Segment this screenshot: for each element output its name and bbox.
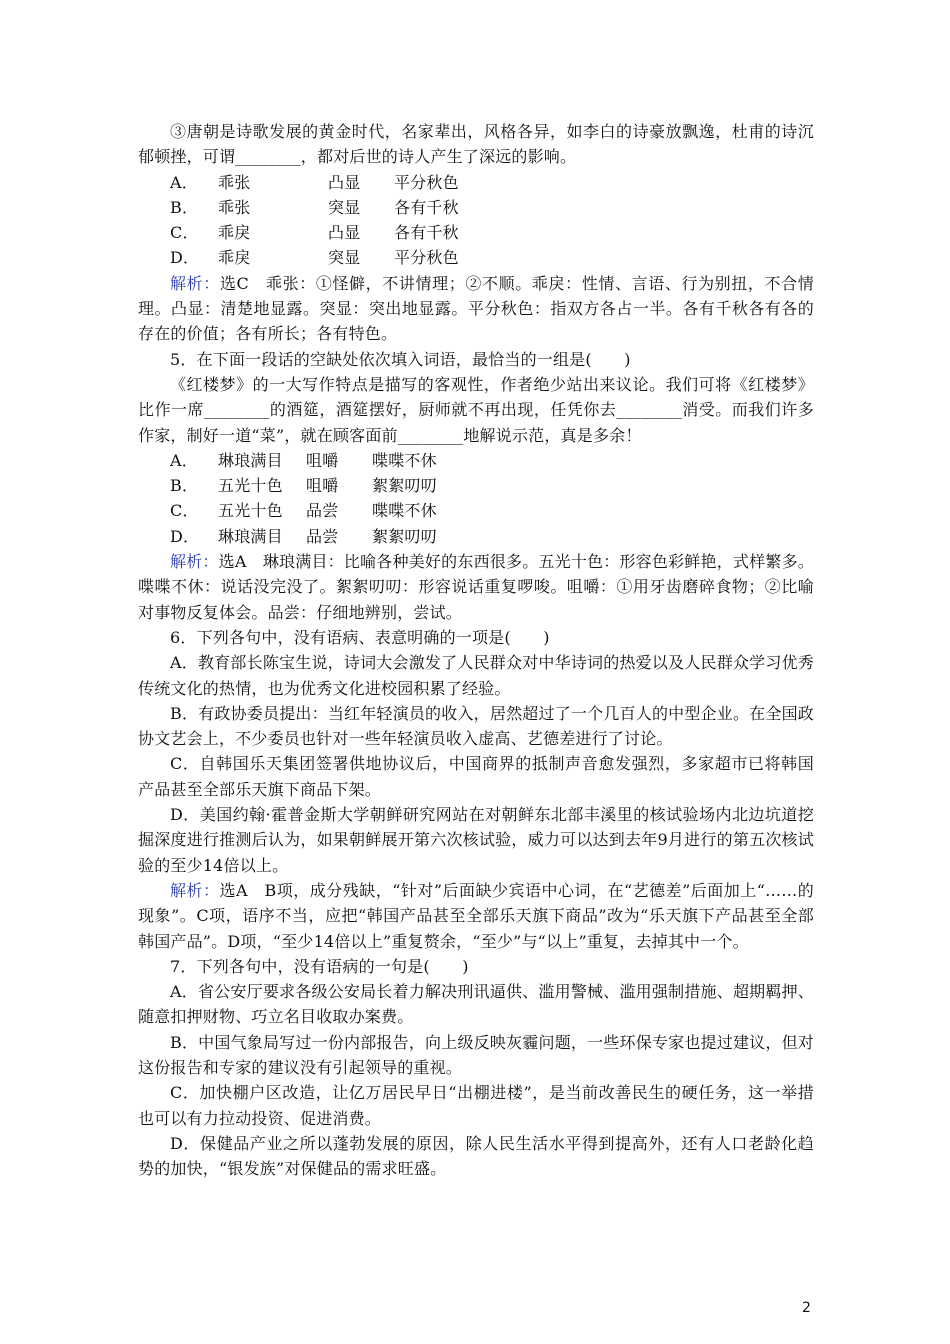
q7-stem: 7．下列各句中，没有语病的一句是( ) [170,956,469,976]
page-content [138,119,814,1181]
q4-option-a: A． 乖张 凸显 平分秋色 [170,172,459,192]
q7-option-a: A．省公安厅要求各级公安局长着力解决刑讯逼供、滥用警械、滥用强制措施、超期羁押、随意扣押财物、巧立名目收取办案费。 [138,982,814,1027]
q7-option-b: B．中国气象局写过一份内部报告，向上级反映灰霾问题，一些环保专家也提过建议，但对这份报告和专家的建议没有引起领导的重视。 [138,1032,814,1077]
page-number: 2 [802,1300,811,1316]
analysis-label: 解析： [170,880,220,900]
q5-option-d: D． 琳琅满目 品尝 絮絮叨叨 [170,526,437,546]
q5-stem: 5．在下面一段话的空缺处依次填入词语，最恰当的一组是( ) [170,349,631,369]
q6-option-b: B．有政协委员提出：当红年轻演员的收入，居然超过了一个几百人的中型企业。在全国政协文艺会上，不少委员也针对一些年轻演员收入虚高、艺德差进行了讨论。 [138,703,814,749]
analysis-label: 解析： [170,273,220,293]
q4-option-c: C． 乖戾 凸显 各有千秋 [170,223,459,243]
q4-analysis: 解析：选C 乖张：①怪僻，不讲情理；②不顺。乖戾：性情、言语、行为别扭，不合情理。凸显：清楚地显露。突显：突出地显露。平分秋色：指双方各占一半。各有千秋各有各的存在的价值；各有所长；各有特色。 [138,273,814,344]
q4-option-d: D． 乖戾 突显 平分秋色 [170,248,459,268]
q5-option-b: B． 五光十色 咀嚼 絮絮叨叨 [170,476,437,496]
q7-option-c: C．加快棚户区改造，让亿万居民早日“出棚进楼”，是当前改善民生的硬任务，这一举措也可以有力拉动投资、促进消费。 [138,1083,814,1128]
q5-option-a: A． 琳琅满目 咀嚼 喋喋不休 [170,450,437,470]
analysis-label: 解析： [170,552,219,572]
q6-stem: 6．下列各句中，没有语病、表意明确的一项是( ) [170,627,550,647]
q5-option-c: C． 五光十色 品尝 喋喋不休 [170,501,437,521]
q4-option-b: B． 乖张 突显 各有千秋 [170,197,459,217]
q4-stem: ③唐朝是诗歌发展的黄金时代，名家辈出，风格各异，如李白的诗豪放飘逸，杜甫的诗沉郁顿挫，可谓________，都对后世的诗人产生了深远的影响。 [138,122,814,167]
q6-option-a: A．教育部长陈宝生说，诗词大会激发了人民群众对中华诗词的热爱以及人民群众学习优秀传统文化的热情，也为优秀文化进校园积累了经验。 [138,653,814,698]
q6-option-c: C．自韩国乐天集团签署供地协议后，中国商界的抵制声音愈发强烈，多家超市已将韩国产品甚至全部乐天旗下商品下架。 [138,754,814,799]
q7-option-d: D．保健品产业之所以蓬勃发展的原因，除人民生活水平得到提高外，还有人口老龄化趋势的加快，“银发族”对保健品的需求旺盛。 [138,1133,814,1179]
q6-analysis: 解析：选A B项，成分残缺，“针对”后面缺少宾语中心词，在“艺德差”后面加上“……的现象”。C项，语序不当，应把“韩国产品甚至全部乐天旗下商品”改为“乐天旗下产品甚至全部韩国产品”。D项，“至少14倍以上”重复赘余，“至少”与“以上”重复，去掉其中一个。 [138,880,814,951]
q5-analysis: 解析：选A 琳琅满目：比喻各种美好的东西很多。五光十色：形容色彩鲜艳，式样繁多。喋喋不休：说话没完没了。絮絮叨叨：形容说话重复啰唆。咀嚼：①用牙齿磨碎食物；②比喻对事物反复体会。品尝：仔细地辨别，尝试。 [138,552,814,622]
q5-passage: 《红楼梦》的一大写作特点是描写的客观性，作者绝少站出来议论。我们可将《红楼梦》比作一席________的酒筵，酒筵摆好，厨师就不再出现，任凭你去________消受。而我们许多作家，制好一道“菜”，就在顾客面前________地解说示范，真是多余！ [138,374,814,445]
q6-option-d: D．美国约翰·霍普金斯大学朝鲜研究网站在对朝鲜东北部丰溪里的核试验场内北边坑道挖掘深度进行推测后认为，如果朝鲜展开第六次核试验，威力可以达到去年9月进行的第五次核试验的至少14倍以上。 [138,805,814,875]
